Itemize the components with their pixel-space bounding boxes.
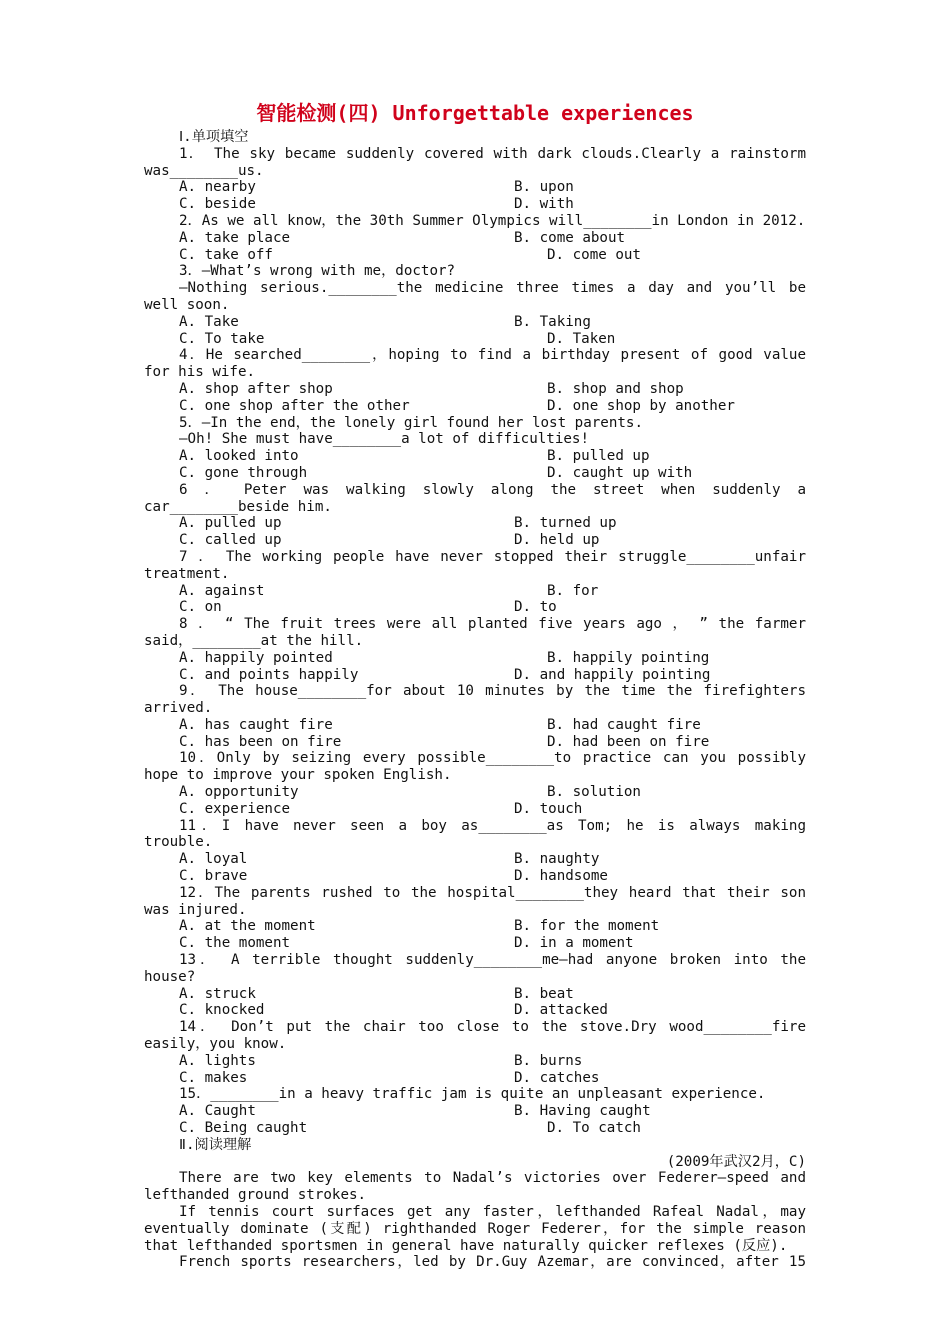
question-stem: 10．Only by seizing every possible________to practice can you possibly hope to improve your spoken English. [144, 750, 806, 784]
option-row [144, 179, 806, 196]
section-heading: Ⅰ.单项填空 [179, 129, 249, 145]
option: C. knocked [179, 1002, 265, 1019]
question-stem: 4．He searched________，hoping to find a birthday present of good value for his wife. [144, 347, 806, 381]
option: B. beat [514, 985, 574, 1002]
question-stem: 7 ． The working people have never stopped their struggle________unfair treatment. [144, 548, 806, 582]
option: B. happily pointing [547, 649, 710, 666]
option: A. take place [179, 229, 291, 246]
option-row [144, 667, 806, 684]
option: B. turned up [514, 515, 617, 532]
option: D. one shop by another [547, 397, 735, 414]
question-stem: 13． A terrible thought suddenly________me—had anyone broken into the house? [144, 952, 806, 985]
option: B. for [547, 582, 599, 599]
option: D. held up [514, 532, 600, 549]
option: B. solution [547, 784, 641, 801]
option-row [144, 1103, 806, 1120]
option: B. naughty [514, 851, 600, 868]
passage-source: (2009年武汉2月，C) [666, 1153, 806, 1170]
option-row [144, 1120, 806, 1137]
option: B. for the moment [514, 918, 660, 935]
question-stem: 11．I have never seen a boy as________as Tom; he is always making trouble. [144, 817, 806, 851]
option-row [144, 918, 806, 935]
option: B. had caught fire [547, 716, 701, 733]
question-stem: 6 ． Peter was walking slowly along the street when suddenly a car________beside him. [144, 481, 806, 515]
option: A. struck [179, 985, 256, 1002]
option: A. lights [179, 1052, 256, 1069]
option: A. pulled up [179, 515, 282, 532]
question-stem: 9． The house________for about 10 minutes by the time the firefighters arrived. [144, 683, 806, 717]
option: D. come out [547, 246, 641, 263]
option: D. with [514, 196, 574, 213]
option: C. has been on fire [179, 733, 342, 750]
option: B. upon [514, 179, 574, 196]
option: D. handsome [514, 868, 608, 885]
option: C. and points happily [179, 666, 359, 683]
question-stem: —Nothing serious.________the medicine three times a day and you’ll be well soon. [144, 280, 806, 313]
option: D. in a moment [514, 935, 634, 952]
option-row [144, 1070, 806, 1087]
option-row [144, 583, 806, 600]
question-stem: 1． The sky became suddenly covered with dark clouds.Clearly a rainstorm was________us. [144, 145, 806, 179]
option: D. To catch [547, 1120, 641, 1137]
option: A. at the moment [179, 918, 316, 935]
question-stem: 12．The parents rushed to the hospital________they heard that their son was injured. [144, 884, 806, 918]
option: A. Take [179, 313, 239, 330]
option: D. Taken [547, 330, 616, 347]
option: C. take off [179, 246, 273, 263]
option-row [144, 465, 806, 482]
question-stem: 2．As we all know，the 30th Summer Olympics will________in London in 2012. [179, 212, 806, 229]
option: C. on [179, 599, 222, 616]
option: C. To take [179, 330, 265, 347]
option: D. attacked [514, 1002, 608, 1019]
passage-paragraph: If tennis court surfaces get any faster，lefthanded Rafeal Nadal，may eventually dominate (支配) righthanded Roger Federer，for the simple reason that lefthanded sportsmen in general have naturally quicker reflexes (反应). [144, 1204, 806, 1254]
option: C. makes [179, 1069, 248, 1086]
option-row [144, 935, 806, 952]
question-stem: —Oh! She must have________a lot of difficulties! [179, 431, 589, 448]
document-page [144, 100, 806, 1271]
passage-paragraph: There are two key elements to Nadal’s victories over Federer—speed and lefthanded ground strokes. [144, 1170, 806, 1204]
option-row [144, 734, 806, 751]
option: C. the moment [179, 935, 291, 952]
passage-paragraph: French sports researchers，led by Dr.Guy Azemar，are convinced，after 15 [179, 1254, 806, 1271]
option-row [144, 650, 806, 667]
option-row [144, 196, 806, 213]
option: D. caught up with [547, 464, 693, 481]
option: C. beside [179, 196, 256, 213]
option: D. and happily pointing [514, 666, 711, 683]
option: A. nearby [179, 179, 256, 196]
option-row [144, 599, 806, 616]
option: B. Taking [514, 313, 591, 330]
option: A. shop after shop [179, 380, 333, 397]
option: B. pulled up [547, 448, 650, 465]
option: D. had been on fire [547, 733, 710, 750]
question-stem: 5．—In the end，the lonely girl found her lost parents. [179, 414, 643, 431]
option: C. gone through [179, 464, 308, 481]
option-row [144, 314, 806, 331]
page-title: 智能检测(四) Unforgettable experiences [256, 101, 694, 125]
option: B. come about [514, 229, 626, 246]
option-row [144, 448, 806, 465]
option: A. loyal [179, 851, 248, 868]
option: C. experience [179, 800, 291, 817]
option: C. brave [179, 868, 248, 885]
option-row [144, 515, 806, 532]
option-row [144, 398, 806, 415]
option-row [144, 381, 806, 398]
option-row [144, 1053, 806, 1070]
option-row [144, 801, 806, 818]
option: C. Being caught [179, 1120, 308, 1137]
option: D. to [514, 599, 557, 616]
option: D. touch [514, 800, 583, 817]
option: A. against [179, 582, 265, 599]
option: A. Caught [179, 1103, 256, 1120]
option: C. called up [179, 532, 282, 549]
option: A. looked into [179, 448, 299, 465]
option: B. burns [514, 1052, 583, 1069]
question-stem: 8 ． “ The fruit trees were all planted five years ago ， ” the farmer said，________at the hill. [144, 616, 806, 649]
option-row [144, 986, 806, 1003]
option-row [144, 230, 806, 247]
option-row [144, 331, 806, 348]
option: C. one shop after the other [179, 397, 410, 414]
section-heading: Ⅱ.阅读理解 [179, 1136, 252, 1153]
option: A. has caught fire [179, 716, 333, 733]
option: B. Having caught [514, 1103, 651, 1120]
option: A. happily pointed [179, 649, 333, 666]
option-row [144, 532, 806, 549]
option-row [144, 851, 806, 868]
option-row [144, 868, 806, 885]
question-stem: 14． Don’t put the chair too close to the stove.Dry wood________fire easily，you know. [144, 1019, 806, 1053]
option: B. shop and shop [547, 380, 684, 397]
question-stem: 3．—What’s wrong with me，doctor? [179, 263, 456, 280]
option-row [144, 717, 806, 734]
option: A. opportunity [179, 784, 299, 801]
option-row [144, 1002, 806, 1019]
option: D. catches [514, 1069, 600, 1086]
question-stem: 15．________in a heavy traffic jam is quite an unpleasant experience. [179, 1086, 766, 1103]
option-row [144, 247, 806, 264]
option-row [144, 784, 806, 801]
